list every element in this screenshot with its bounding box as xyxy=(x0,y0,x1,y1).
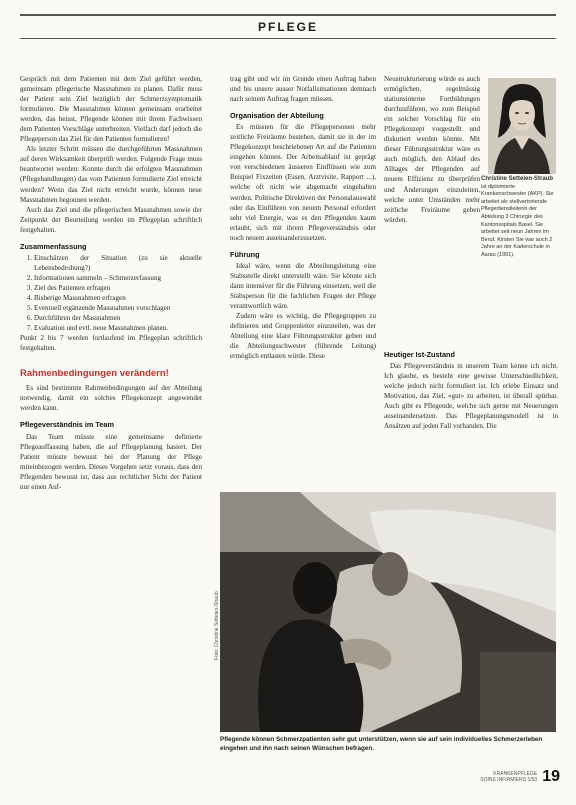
subheading: Pflegeverständnis im Team xyxy=(20,420,114,430)
subheading: Organisation der Abteilung xyxy=(230,111,324,121)
paragraph: Als letzter Schritt müssen die durchgeführten Massnahmen auf deren Wirksamkeit überprüft werden. Folgende Frage muss beantwortet werden: Konnte durch die erfolgten Massnahmen (Pflegehandlungen) das vom Patienten formulierte Ziel erreicht werden? Wenn das Ziel nicht erreicht wurde, können neue Massnahmen begonnen werden. xyxy=(20,145,202,204)
subheading: Führung xyxy=(230,249,260,259)
author-bio xyxy=(481,176,555,260)
paragraph: Auch das Ziel und die pflegerischen Massnahmen sowie der Zeitpunkt der Beurteilung werden im Pflegeplan schriftlich festgehalten. xyxy=(20,205,202,234)
paragraph: Zudem wäre es wichtig, die Pflegegruppen zu definieren und Gruppenleiter einzuteilen, was der Abteilung eine klare Führungsstruktur geben und die Abteilungsschwester (führende Leitung) ermöglich entlasten würde. Diese xyxy=(230,312,376,361)
list-item: 7. Evaluation und evtl. neue Massnahmen planen. xyxy=(34,323,202,333)
nurse-patient-image xyxy=(220,492,556,732)
subheading: Heutiger Ist-Zustand xyxy=(384,350,455,359)
section-title: PFLEGE xyxy=(257,20,318,34)
list-item: 1. Einschätzen der Situation (zu sie aktuelle Lebensbedrohung?) xyxy=(34,253,202,273)
section-heading: Rahmenbedingungen verändern! xyxy=(20,368,169,380)
page-footer xyxy=(480,768,560,786)
photo-credit: Foto: Christine Settelen-Straub xyxy=(214,591,220,660)
portrait-image xyxy=(488,78,556,174)
photo-caption: Pflegende können Schmerzpatienten sehr gut unterstützen, wenn sie auf sein individuelles Schmerzerleben eingehen und ihn nach seinen Wünschen befragen. xyxy=(220,736,543,752)
column-3 xyxy=(384,74,480,225)
paragraph: Es müssten für die Pflegepersonen mehr zeitliche Freiräume bestehen, damit sie in der im Pflegekonzept beschriebenen Art auf die Patienten eingehen können. Der Arbeitsablauf ist geprägt von verschiedenen äusseren Einflüssen wie zum Beispiel Fixzeiten (Essen, Arztvisite, Rapport ...), welche oft nicht wie abgemacht eingehalten werden. Politische Direktiven der Personalauswahl oder das Einführen von neuem Personal erfordert sehr viel Energie, was es den Pflegenden kaum erlaubt, sich mit ihrem Pflegeverständnis oder noch neuem auseinanderzusetzen. xyxy=(230,123,376,242)
author-portrait xyxy=(488,78,556,174)
list-item: 5. Eventuell ergänzende Massnahmen vorschlagen xyxy=(34,303,202,313)
summary-heading: Zusammenfassung xyxy=(20,241,87,251)
list-item: 6. Durchführen der Massnahmen xyxy=(34,313,202,323)
column-2 xyxy=(230,74,376,361)
author-description: ist diplomierte Krankenschwester (AKP). Sie arbeitet als stellvertretende Pflegedienstleiterin der Abteilung 3 Chirurgie des Kantonsspitals Basel. Sie arbeitet seit neun Jahren im Beruf. Kirsten Sie war auch 2 Jahre an der Kaderschule in Aarau (1991). xyxy=(481,183,554,258)
paragraph: Ideal wäre, wenn die Abteilungsleitung eine Stabsstelle direkt unterstellt wäre. Sie könnte sich dann intensiver für die Führung einsetzen, weil die Stabsperson für die fachlichen Fragen der Pflege verantwortlich wäre. xyxy=(230,261,376,310)
page-number: 19 xyxy=(542,768,560,785)
publication-line: KRANKENPFLEGE xyxy=(493,771,538,777)
top-rule xyxy=(20,14,556,16)
paragraph: Das Pflegeverständnis in unserem Team kenne ich nicht. Ich glaube, es besteht eine gewisse Unterschiedlichkeit, welche jedoch nicht formuliert ist. Ich erlebe Einsatz und Motivation, das Ziel, «gut» zu arbeiten, ist überall spürbar. Auch gibt es Pflegende, welche sich gerne mit Neuerungen auseinandersetzen. Das Pflegeplanungsmodell ist in Ansätzen auf jeden Fall vorhanden. Die xyxy=(384,362,558,431)
author-name: Christine Settelen-Straub xyxy=(481,176,554,182)
paragraph: Gespräch mit dem Patienten mit dem Ziel geführt werden, gemeinsam pflegerische Massnahmen zu planen. Dafür muss der Patient sein Ziel bezüglich der Schmerzsymptomatik formulieren. Die Massnahmen können gemeinsam erarbeitet werden, das heisst, Pflegende können mit ihrem Fachwissen dem Patienten Vorschläge unterbreiten. Vielfach darf jedoch die Pflegeperson das Ziel für den Patienten formulieren! xyxy=(20,75,202,144)
list-item: 3. Ziel des Patienten erfragen xyxy=(34,283,202,293)
publication-line: SOINS INFIRMIERS 1/93 xyxy=(480,777,538,783)
paragraph: Neustrukturierung würde es auch ermöglichen, regelmässig stationsinterne Fortbildungen durchzuführen, wo zum Beispiel ein solcher Vorschlag für ein Pflegekonzept vorgestellt und diskutiert werden könnte. Mit dieser Führungsstruktur wäre es auch möglich, den Ablauf des Alltages der Pflegenden auf neuem Effizienz zu überprüfen und Änderungen einzuleiten, welche unter Umständen mehr zeitliche Freiräume geben würden. xyxy=(384,75,480,224)
paragraph: Es sind bestimmte Rahmenbedingungen auf der Abteilung notwendig, damit ein solches Pflegekonzept angewendet werden kann. xyxy=(20,384,202,413)
list-item: 4. Bisherige Massnahmen erfragen xyxy=(34,293,202,303)
list-item: 2. Informationen sammeln – Schmerzerfassung xyxy=(34,273,202,283)
article-photo xyxy=(220,492,556,732)
column-3-lower xyxy=(384,350,558,431)
column-1 xyxy=(20,74,202,492)
paragraph: Punkt 2 bis 7 werden fortlaufend im Pflegeplan schriftlich festgehalten. xyxy=(20,334,202,353)
publication-name xyxy=(480,771,537,783)
paragraph: trag gibt und wir im Grunde einen Auftrag haben und bis unsere ausser Notfallsituationen demnach nach seinem Auftrag fragen müssen. xyxy=(230,75,376,104)
header-rule xyxy=(20,38,556,39)
paragraph: Das Team müsste eine gemeinsame definierte Pflegeauffassung haben, die auf Pflegeplanung basiert. Der Patient müsste bewusst bei der Planung der Pflege miteinbezogen werden. Dieses Vorgehen setzt voraus, dass den Pflegenden bewusst ist, dass aus rechtlicher Sicht der Patient nur einen Auf- xyxy=(20,432,202,491)
summary-list xyxy=(20,253,202,333)
